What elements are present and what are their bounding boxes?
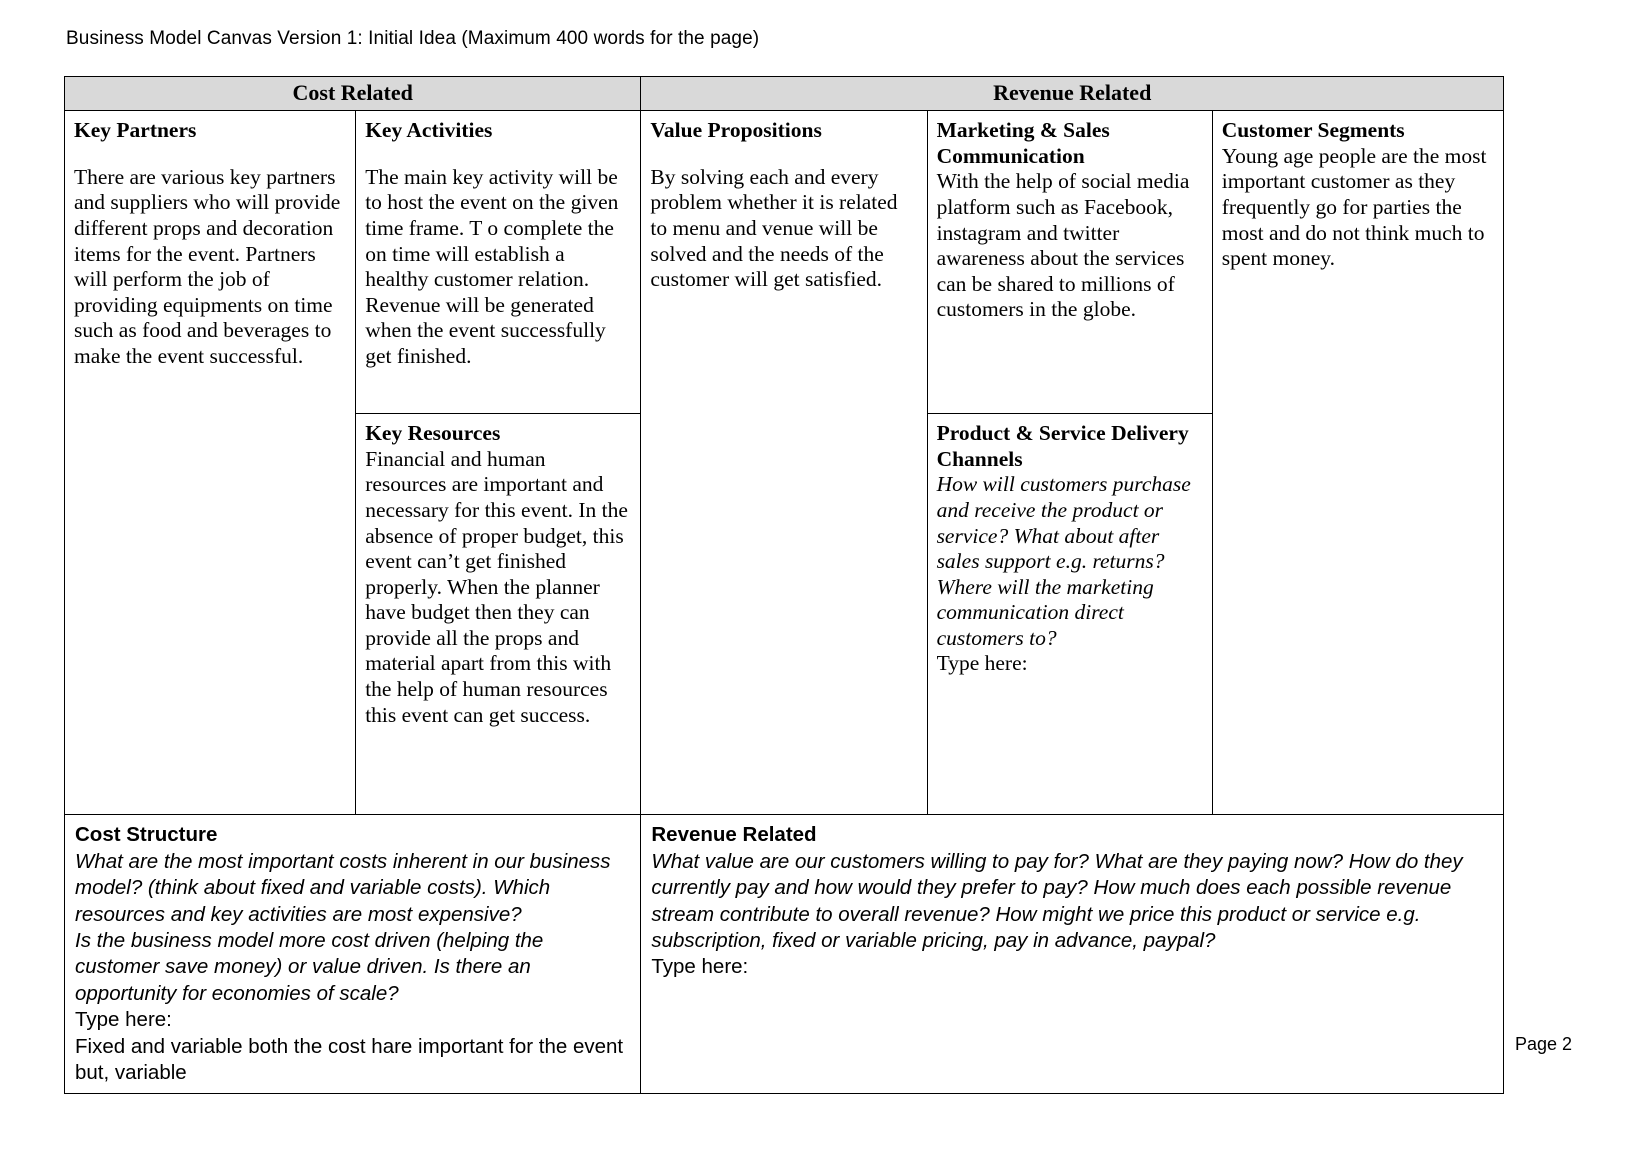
row-marketing-sales [928, 111, 1212, 414]
spacer [365, 144, 631, 165]
cell-revenue-related [641, 815, 1504, 1093]
canvas-main-row [65, 111, 1504, 815]
cell-product-service-delivery-channels [928, 414, 1212, 685]
canvas-header-row [65, 77, 1504, 111]
delivery-channels-prompt: How will customers purchase and receive the product or service? What about after sales support e.g. returns? Where will the marketing communication direct customers to? [936, 472, 1191, 650]
spacer [74, 144, 346, 165]
cost-structure-prompt-2: Is the business model more cost driven (helping the customer save money) or value driven. Is there an opportunity for economies of scale? [75, 928, 544, 1005]
page-number-footer: Page 2 [1514, 1034, 1572, 1054]
block-marketing-sales-communication [928, 111, 1212, 331]
cell-value-propositions [641, 111, 927, 815]
cost-structure-type-here[interactable]: Type here: [75, 1008, 172, 1032]
cell-key-resources [356, 414, 640, 736]
key-resources-title: Key Resources [365, 421, 501, 446]
canvas-bottom-row [65, 815, 1504, 1093]
marketing-sales-title: Marketing & Sales Communication [936, 118, 1110, 168]
key-resources-body: Financial and human resources are important and necessary for this event. In the absence of proper budget, this event can’t get finished properly. When the planner have budget then they can provide all the props and material apart from this with the help of human resources this event can get success. [365, 446, 628, 727]
business-model-canvas-table [64, 76, 1504, 1094]
block-value-propositions [641, 111, 926, 300]
revenue-related-title: Revenue Related [651, 823, 817, 847]
delivery-channels-title: Product & Service Delivery Channels [936, 421, 1189, 471]
cost-structure-answer[interactable]: Fixed and variable both the cost hare important for the event but, variable [75, 1034, 624, 1085]
marketing-delivery-split [928, 111, 1212, 685]
key-activities-title: Key Activities [365, 118, 493, 143]
page-title: Business Model Canvas Version 1: Initial Idea (Maximum 400 words for the page) [66, 28, 760, 49]
block-key-activities [356, 111, 640, 377]
block-cost-structure [65, 815, 640, 1092]
cell-key-activities [356, 111, 640, 414]
revenue-related-prompt: What value are our customers willing to pay for? What are they paying now? How do they currently pay and how would they prefer to pay? How much does each possible revenue stream contribute to overall revenue? How might we price this product or service e.g. subscription, fixed or variable pricing, pay in advance, paypal? [651, 849, 1463, 952]
block-key-resources [356, 414, 640, 736]
marketing-sales-body: With the help of social media platform such as Facebook, instagram and twitter awareness about the services can be shared to millions of customers in the globe. [936, 169, 1190, 322]
key-partners-body: There are various key partners and suppliers who will provide different props and decoration items for the event. Partners will perform the job of providing equipments on time such as food and beverages to make the event successful. [74, 164, 341, 368]
cost-structure-title: Cost Structure [75, 823, 218, 847]
customer-segments-title: Customer Segments [1221, 118, 1405, 143]
cell-key-partners [65, 111, 356, 815]
header-revenue-related: Revenue Related [641, 77, 1504, 111]
value-propositions-body: By solving each and every problem whether it is related to menu and venue will be solved and the needs of the customer will get satisfied. [650, 164, 898, 292]
cell-cost-structure [65, 815, 641, 1093]
row-key-activities [356, 111, 640, 414]
block-key-partners [65, 111, 355, 377]
customer-segments-body: Young age people are the most important customer as they frequently go for parties the most and do not think much to spent money. [1221, 143, 1487, 271]
block-product-service-delivery-channels [928, 414, 1212, 685]
cost-structure-prompt-1: What are the most important costs inherent in our business model? (think about fixed and variable costs). Which resources and key activities are most expensive? [75, 849, 611, 926]
key-partners-title: Key Partners [74, 118, 197, 143]
row-key-resources [356, 414, 640, 736]
spacer [650, 144, 917, 165]
cell-marketing-sales-communication [928, 111, 1212, 414]
cell-key-activities-resources [356, 111, 641, 815]
cell-customer-segments [1212, 111, 1503, 815]
header-cost-related: Cost Related [65, 77, 641, 111]
key-activities-body: The main key activity will be to host the event on the given time frame. T o complete the on time will establish a healthy customer relation. Revenue will be generated when the event successfully get finished. [365, 164, 619, 368]
delivery-channels-type-here[interactable]: Type here: [936, 651, 1028, 676]
cell-marketing-delivery [927, 111, 1212, 815]
block-customer-segments [1213, 111, 1503, 279]
activities-resources-split [356, 111, 640, 736]
block-revenue-related [641, 815, 1503, 987]
row-delivery-channels [928, 414, 1212, 685]
revenue-related-type-here[interactable]: Type here: [651, 955, 749, 979]
value-propositions-title: Value Propositions [650, 118, 822, 143]
